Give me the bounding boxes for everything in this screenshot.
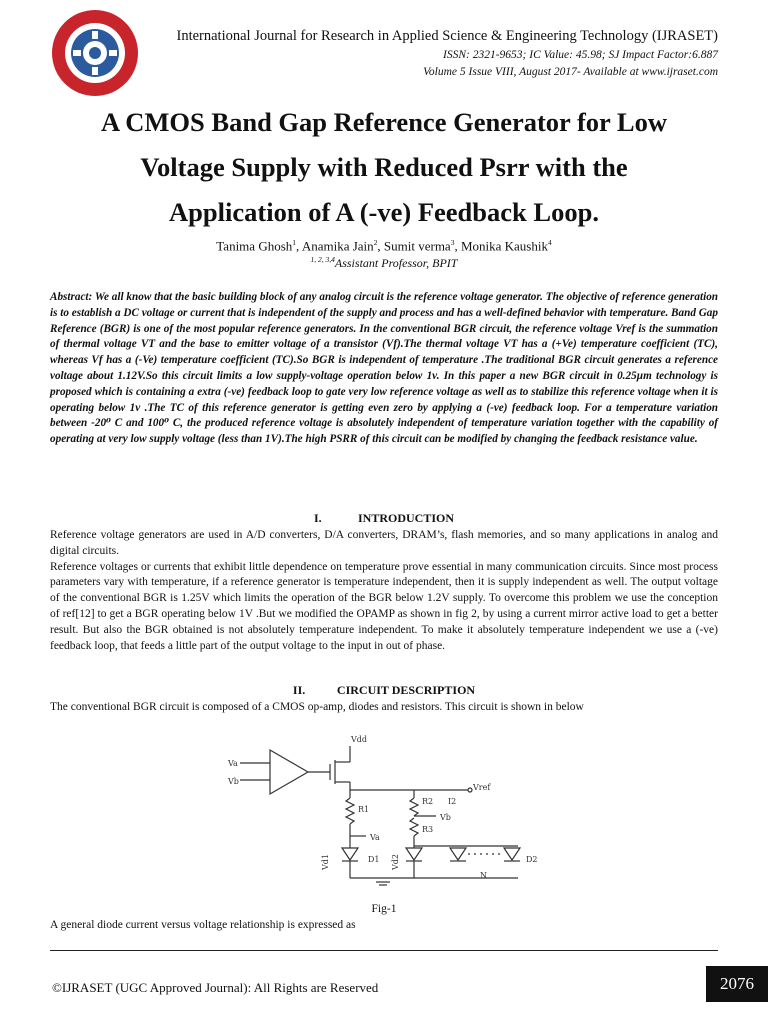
footer-divider — [50, 950, 718, 951]
svg-text:Vb: Vb — [228, 777, 239, 786]
bgr-circuit-figure — [218, 728, 538, 888]
paper-title — [40, 100, 728, 235]
intro-text: Reference voltage generators are used in A/D converters, D/A converters, DRAM’s, flash memories, and so many applications in analog and digital circuits. Reference voltages or currents that exhibit little dependence on temperature prove essential in many communication circuits. Since most process parameters vary with temperature, if a reference generator is temperature independent, then it is supply independent as well. The output voltage of the conventional BGR is 1.25V which limits the operation of the BGR below 1.2V supply. To overcome this problem we use the conception of ref[12] to get a BGR operating below 1V .But we modified the OPAMP as shown in fig 2, by using a current mirror active load to get a better result. But also the BGR obtained is not absolutely temperature independent. To make it absolutely temperature independent we use a (-ve) feedback loop, that feeds a little part of the output voltage to the input in out of phase. — [50, 529, 719, 652]
section-heading-introduction: I. INTRODUCTION — [313, 511, 454, 525]
svg-text:R3: R3 — [422, 825, 434, 834]
svg-text:Va: Va — [228, 759, 238, 768]
copyright: ©IJRASET (UGC Approved Journal): All Rights are Reserved — [52, 980, 379, 995]
title-line: A CMOS Band Gap Reference Generator for Low — [100, 107, 667, 137]
affiliation: $^{1, 2, 3,4}$Assistant Professor, BPIT — [310, 255, 458, 270]
svg-text:D1: D1 — [368, 855, 380, 864]
volume-line: Volume 5 Issue VIII, August 2017- Available at www.ijraset.com — [423, 66, 718, 78]
svg-text:R1: R1 — [358, 805, 370, 814]
svg-text:Vd1: Vd1 — [321, 854, 330, 870]
author-name: Anamika Jain — [301, 238, 374, 254]
svg-text:Vd2: Vd2 — [391, 854, 400, 870]
svg-text:D2: D2 — [526, 855, 538, 864]
journal-logo — [50, 8, 140, 98]
svg-text:R2: R2 — [422, 797, 434, 806]
circuit-text: The conventional BGR circuit is composed of a CMOS op-amp, diodes and resistors. This circuit is shown in below — [50, 701, 584, 713]
section-heading-circuit: II. CIRCUIT DESCRIPTION — [292, 683, 476, 697]
page-number: 2076 — [706, 966, 768, 1002]
equation-intro: A general diode current versus voltage relationship is expressed as — [50, 919, 356, 931]
figure-caption: Fig-1 — [371, 903, 397, 915]
author-name: Tanima Ghosh — [216, 238, 293, 254]
svg-text:Vref: Vref — [473, 783, 491, 792]
svg-text:N: N — [480, 871, 487, 880]
issn-line: ISSN: 2321-9653; IC Value: 45.98; SJ Impact Factor:6.887 — [443, 49, 718, 61]
title-line: Application of A (-ve) Feedback Loop. — [169, 197, 599, 227]
author-list: Tanima Ghosh$^1$, Anamika Jain$^2$, Sumit verma$^3$, Monika Kaushik$^4$ — [216, 238, 552, 254]
title-line: Voltage Supply with Reduced Psrr with the — [140, 152, 628, 182]
author-name: Monika Kaushik — [460, 238, 548, 254]
svg-text:I2: I2 — [448, 797, 457, 806]
author-name: Sumit verma — [383, 238, 451, 254]
svg-text:Vb: Vb — [440, 813, 451, 822]
journal-name: International Journal for Research in Applied Science & Engineering Technology (IJRASET) — [176, 28, 718, 44]
svg-text:Va: Va — [370, 833, 380, 842]
abstract: Abstract: We all know that the basic building block of any analog circuit is the reference voltage generator. The objective of reference generation is to establish a DC voltage or current that is independent of the supply and process and has a well-defined behavior with temperature. Band Gap Reference (BGR) is one of the most popular reference generators. In the conventional BGR circuit, the reference voltage Vref is the summation of thermal voltage VT and the base to emitter voltage of a transistor (Vf).The thermal voltage VT has a (+Ve) temperature coefficient (TC), whereas Vf has a (-Ve) temperature coefficient (TC).So BGR is independent of temperature .The traditional BGR circuit generates a reference voltage about 1.12V.So this circuit limits a low supply-voltage operation below 1v. In this paper a new BGR circuit in 0.25µm technology is proposed which is containing a extra (-ve) feedback loop to gate very low reference voltage as well as to stabilize this reference voltage when it is operating below 1v .The TC of this reference generator is getting even zero by applying a (-ve) feedback loop. For a temperature variation between -20⁰ C and 100⁰ C, the produced reference voltage is absolutely independent of temperature variation together with the capability of operating at very low supply voltage (less than 1V).The high PSRR of this circuit can be modified by changing the feedback resistance value. — [50, 291, 719, 446]
svg-text:Vdd: Vdd — [351, 735, 368, 744]
